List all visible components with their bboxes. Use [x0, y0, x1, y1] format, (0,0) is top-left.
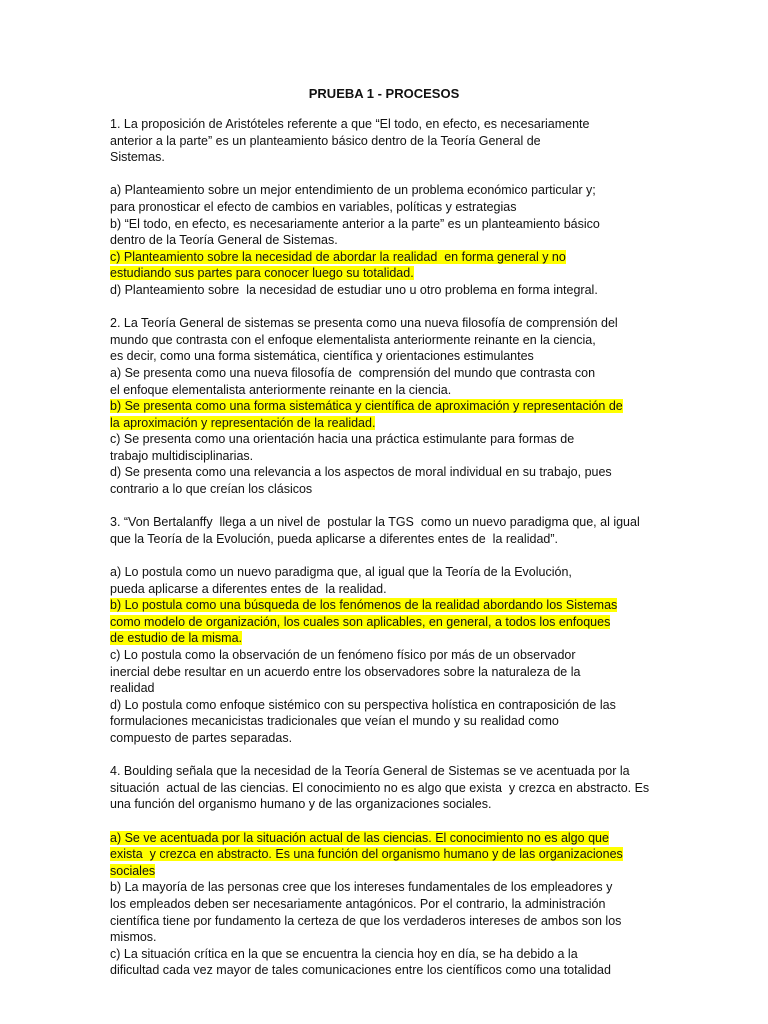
line-text: a) Se ve acentuada por la situación actual de las ciencias. El conocimiento no es algo que — [110, 830, 609, 845]
text-line — [110, 464, 670, 481]
line-text: anterior a la parte” es un planteamiento básico dentro de la Teoría General de — [110, 133, 541, 148]
line-text: dentro de la Teoría General de Sistemas. — [110, 233, 338, 248]
paragraph-gap — [110, 747, 670, 764]
text-line — [110, 531, 670, 548]
text-line — [110, 680, 670, 697]
line-text: c) Se presenta como una orientación hacia una práctica estimulante para formas de — [110, 432, 575, 447]
text-line — [110, 581, 670, 598]
text-line — [110, 763, 670, 780]
text-line — [110, 713, 670, 730]
paragraph-gap — [110, 498, 670, 515]
line-text: realidad — [110, 681, 155, 696]
line-text: una función del organismo humano y de las organizaciones sociales. — [110, 797, 492, 812]
text-line — [110, 647, 670, 664]
line-text: b) Se presenta como una forma sistemática y científica de aproximación y representación de — [110, 399, 623, 414]
line-text: c) La situación crítica en la que se encuentra la ciencia hoy en día, se ha debido a la — [110, 946, 578, 961]
line-text: inercial debe resultar en un acuerdo entre los observadores sobre la naturaleza de la — [110, 664, 581, 679]
line-text: a) Lo postula como un nuevo paradigma que, al igual que la Teoría de la Evolución, — [110, 565, 572, 580]
text-line — [110, 481, 670, 498]
text-line — [110, 796, 670, 813]
line-text: 3. “Von Bertalanffy llega a un nivel de postular la TGS como un nuevo paradigma que, al igual — [110, 515, 640, 530]
text-line — [110, 564, 670, 581]
line-text: b) La mayoría de las personas cree que los intereses fundamentales de los empleadores y — [110, 880, 613, 895]
line-text: la aproximación y representación de la realidad. — [110, 415, 376, 430]
page-title: PRUEBA 1 - PROCESOS — [308, 86, 460, 101]
line-text: formulaciones mecanicistas tradicionales que veían el mundo y su realidad como — [110, 714, 559, 729]
line-text: b) Lo postula como una búsqueda de los fenómenos de la realidad abordando los Sistemas — [110, 598, 618, 613]
line-text: mundo que contrasta con el enfoque elementalista anteriormente reinante en la ciencia, — [110, 332, 596, 347]
line-text: 4. Boulding señala que la necesidad de la Teoría General de Sistemas se ve acentuada por la — [110, 764, 630, 779]
text-line — [110, 315, 670, 332]
text-line — [110, 382, 670, 399]
line-text: d) Se presenta como una relevancia a los aspectos de moral individual en su trabajo, pues — [110, 465, 612, 480]
text-line — [110, 116, 670, 133]
text-line — [110, 879, 670, 896]
text-line — [110, 149, 670, 166]
text-line — [110, 664, 670, 681]
line-text: Sistemas. — [110, 150, 165, 165]
highlighted-text-line — [110, 863, 670, 880]
text-line — [110, 332, 670, 349]
line-text: el enfoque elementalista anteriormente reinante en la ciencia. — [110, 382, 452, 397]
highlighted-text-line — [110, 249, 670, 266]
line-text: contrario a lo que creían los clásicos — [110, 482, 313, 497]
paragraph-gap — [110, 547, 670, 564]
text-line — [110, 929, 670, 946]
line-text: que la Teoría de la Evolución, pueda aplicarse a diferentes entes de la realidad”. — [110, 531, 558, 546]
line-text: de estudio de la misma. — [110, 631, 243, 646]
line-text: d) Planteamiento sobre la necesidad de estudiar uno u otro problema en forma integral. — [110, 282, 598, 297]
highlighted-text-line — [110, 265, 670, 282]
line-text: 1. La proposición de Aristóteles referente a que “El todo, en efecto, es necesariamente — [110, 117, 590, 131]
paragraph-gap — [110, 299, 670, 316]
text-line — [110, 448, 670, 465]
highlighted-text-line — [110, 597, 670, 614]
line-text: c) Lo postula como la observación de un fenómeno físico por más de un observador — [110, 648, 576, 662]
line-text: a) Se presenta como una nueva filosofía de comprensión del mundo que contrasta con — [110, 365, 596, 380]
line-text: exista y crezca en abstracto. Es una función del organismo humano y de las organizaciones — [110, 847, 623, 862]
line-text: a) Planteamiento sobre un mejor entendimiento de un problema económico particular y; — [110, 183, 596, 198]
line-text: dificultad cada vez mayor de tales comunicaciones entre los científicos como una totalidad — [110, 963, 611, 978]
text-line — [110, 182, 670, 199]
line-text: científica tiene por fundamento la certeza de que los verdaderos intereses de ambos son los — [110, 913, 622, 928]
text-line — [110, 962, 670, 979]
text-line — [110, 896, 670, 913]
line-text: trabajo multidisciplinarias. — [110, 448, 254, 463]
text-line — [110, 913, 670, 930]
highlighted-text-line — [110, 415, 670, 432]
line-text: estudiando sus partes para conocer luego su totalidad. — [110, 266, 414, 281]
line-text: c) Planteamiento sobre la necesidad de abordar la realidad en forma general y no — [110, 249, 566, 264]
paragraph-gap — [110, 166, 670, 183]
highlighted-text-line — [110, 630, 670, 647]
line-text: b) “El todo, en efecto, es necesariamente anterior a la parte” es un planteamiento básico — [110, 216, 600, 231]
text-line — [110, 780, 670, 797]
highlighted-text-line — [110, 398, 670, 415]
line-text: como modelo de organización, los cuales son aplicables, en general, a todos los enfoques — [110, 614, 611, 629]
text-line — [110, 697, 670, 714]
line-text: situación actual de las ciencias. El conocimiento no es algo que exista y crezca en abstracto. Es — [110, 780, 650, 795]
text-line — [110, 216, 670, 233]
paragraph-gap — [110, 813, 670, 830]
line-text: mismos. — [110, 930, 157, 945]
line-text: d) Lo postula como enfoque sistémico con su perspectiva holística en contraposición de las — [110, 697, 616, 712]
text-line — [110, 946, 670, 963]
text-line — [110, 232, 670, 249]
highlighted-text-line — [110, 830, 670, 847]
highlighted-text-line — [110, 614, 670, 631]
text-line — [110, 199, 670, 216]
line-text: compuesto de partes separadas. — [110, 730, 293, 745]
text-line — [110, 133, 670, 150]
highlighted-text-line — [110, 846, 670, 863]
line-text: 2. La Teoría General de sistemas se presenta como una nueva filosofía de comprensión del — [110, 316, 618, 331]
text-line — [110, 431, 670, 448]
text-line — [110, 730, 670, 747]
line-text: es decir, como una forma sistemática, científica y orientaciones estimulantes — [110, 349, 534, 364]
text-line — [110, 348, 670, 365]
text-line — [110, 282, 670, 299]
line-text: los empleados deben ser necesariamente antagónicos. Por el contrario, la administración — [110, 896, 606, 911]
line-text: pueda aplicarse a diferentes entes de la realidad. — [110, 581, 387, 596]
line-text: para pronosticar el efecto de cambios en variables, políticas y estrategias — [110, 199, 517, 214]
text-line — [110, 514, 670, 531]
line-text: sociales — [110, 863, 156, 878]
document-body — [110, 116, 670, 979]
text-line — [110, 365, 670, 382]
